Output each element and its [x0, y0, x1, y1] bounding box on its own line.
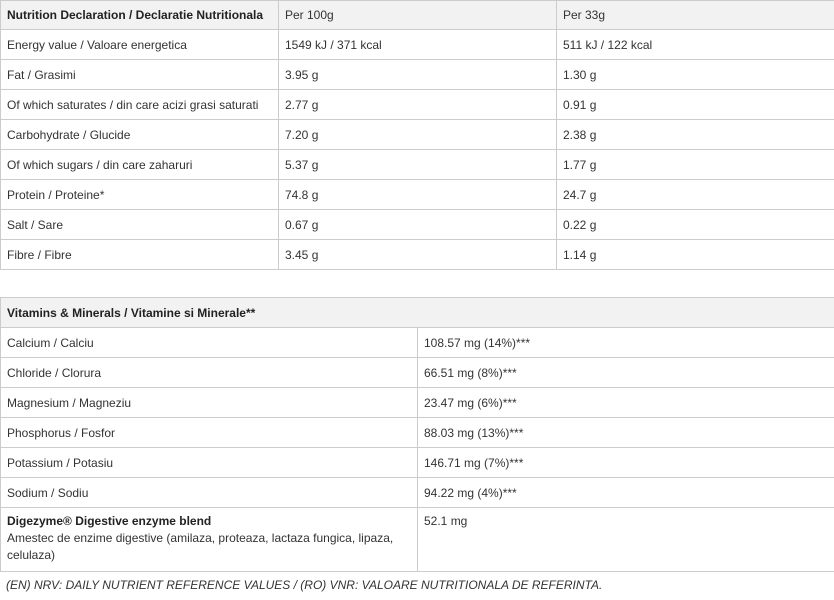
table-row [1, 90, 834, 120]
nutrient-per-serving: 1.77 g [557, 150, 834, 180]
nutrient-per-serving: 1.14 g [557, 240, 834, 270]
vitamins-header-label: Vitamins & Minerals / Vitamine si Minerale** [1, 298, 834, 328]
nutrient-per-serving: 0.91 g [557, 90, 834, 120]
nrv-footnote: (EN) NRV: DAILY NUTRIENT REFERENCE VALUES / (RO) VNR: VALOARE NUTRITIONALA DE REFERINTA. [6, 578, 603, 592]
nutrient-per-serving: 2.38 g [557, 120, 834, 150]
mineral-name: Potassium / Potasiu [1, 448, 418, 478]
nutrient-per-100g: 7.20 g [279, 120, 557, 150]
vitamins-table [0, 297, 834, 572]
table-row [1, 240, 834, 270]
table-row [1, 328, 834, 358]
nutrient-per-100g: 1549 kJ / 371 kcal [279, 30, 557, 60]
nutrient-per-serving: 24.7 g [557, 180, 834, 210]
mineral-name: Chloride / Clorura [1, 358, 418, 388]
mineral-name: Calcium / Calciu [1, 328, 418, 358]
nutrient-name: Fat / Grasimi [1, 60, 279, 90]
nutrition-header-per-33g: Per 33g [557, 1, 834, 30]
nutrient-per-100g: 0.67 g [279, 210, 557, 240]
table-row [1, 448, 834, 478]
table-row [1, 478, 834, 508]
nutrition-header-per-100g: Per 100g [279, 1, 557, 30]
table-row [1, 210, 834, 240]
nutrient-name: Carbohydrate / Glucide [1, 120, 279, 150]
table-row [1, 60, 834, 90]
table-row [1, 358, 834, 388]
nutrient-name: Of which saturates / din care acizi grasi saturati [1, 90, 279, 120]
nutrition-header-label: Nutrition Declaration / Declaratie Nutritionala [1, 1, 279, 30]
nutrient-per-100g: 3.45 g [279, 240, 557, 270]
nutrient-name: Energy value / Valoare energetica [1, 30, 279, 60]
mineral-value: 94.22 mg (4%)*** [418, 478, 834, 508]
nutrition-header-row [1, 1, 834, 30]
nutrient-name: Of which sugars / din care zaharuri [1, 150, 279, 180]
nutrient-name: Protein / Proteine* [1, 180, 279, 210]
mineral-value: 23.47 mg (6%)*** [418, 388, 834, 418]
table-row [1, 180, 834, 210]
table-row [1, 120, 834, 150]
mineral-value: 88.03 mg (13%)*** [418, 418, 834, 448]
nutrient-per-100g: 3.95 g [279, 60, 557, 90]
nutrient-per-100g: 5.37 g [279, 150, 557, 180]
table-row [1, 388, 834, 418]
nutrient-per-serving: 1.30 g [557, 60, 834, 90]
nutrient-name: Salt / Sare [1, 210, 279, 240]
enzyme-value: 52.1 mg [418, 508, 834, 572]
enzyme-title: Digezyme® Digestive enzyme blend [7, 514, 212, 528]
nutrition-table [0, 0, 834, 270]
nutrient-per-serving: 0.22 g [557, 210, 834, 240]
mineral-value: 66.51 mg (8%)*** [418, 358, 834, 388]
enzyme-description: Amestec de enzime digestive (amilaza, proteaza, lactaza fungica, lipaza, celulaza) [7, 531, 394, 562]
mineral-name: Sodium / Sodiu [1, 478, 418, 508]
table-row [1, 30, 834, 60]
nutrient-per-100g: 2.77 g [279, 90, 557, 120]
mineral-name: Magnesium / Magneziu [1, 388, 418, 418]
nutrient-name: Fibre / Fibre [1, 240, 279, 270]
enzyme-row [1, 508, 834, 572]
mineral-value: 146.71 mg (7%)*** [418, 448, 834, 478]
enzyme-cell [1, 508, 418, 572]
nutrient-per-100g: 74.8 g [279, 180, 557, 210]
nutrient-per-serving: 511 kJ / 122 kcal [557, 30, 834, 60]
mineral-name: Phosphorus / Fosfor [1, 418, 418, 448]
mineral-value: 108.57 mg (14%)*** [418, 328, 834, 358]
table-row [1, 150, 834, 180]
vitamins-header-row [1, 298, 834, 328]
table-row [1, 418, 834, 448]
